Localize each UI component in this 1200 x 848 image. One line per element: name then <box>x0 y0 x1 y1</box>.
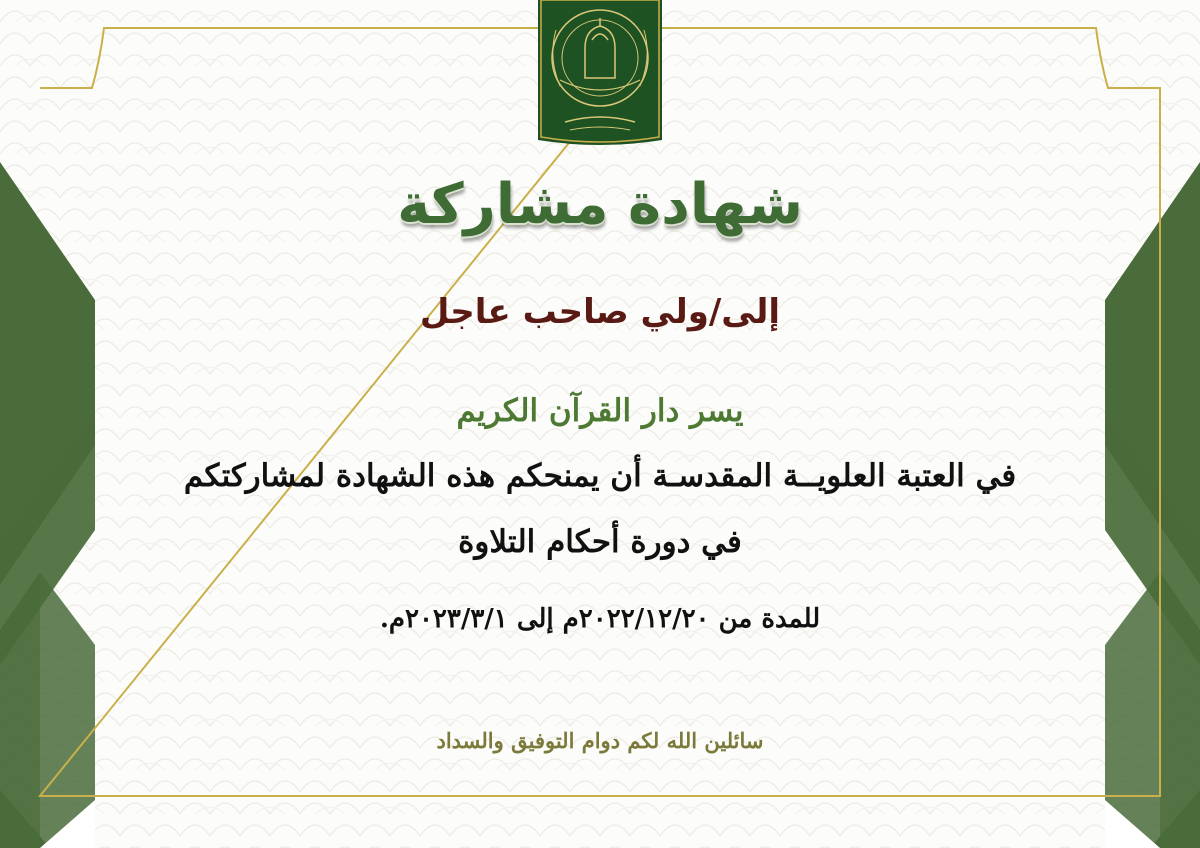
course-period: للمدة من ٢٠٢٢/١٢/٢٠م إلى ٢٠٢٣/٣/١م. <box>379 604 821 634</box>
recipient-name: إلى/ولي صاحب عاجل <box>419 292 781 332</box>
certificate-title: شهادة مشاركة <box>397 172 803 237</box>
body-line-1: يسر دار القرآن الكريم <box>456 393 744 429</box>
closing-line: سائلين الله لكم دوام التوفيق والسداد <box>436 728 764 753</box>
body-line-3: في دورة أحكام التلاوة <box>458 524 742 560</box>
holy-shrine-emblem-icon <box>538 0 662 145</box>
body-line-2: في العتبة العلويــة المقدسـة أن يمنحكم هذه الشهادة لمشاركتكم <box>183 458 1017 494</box>
